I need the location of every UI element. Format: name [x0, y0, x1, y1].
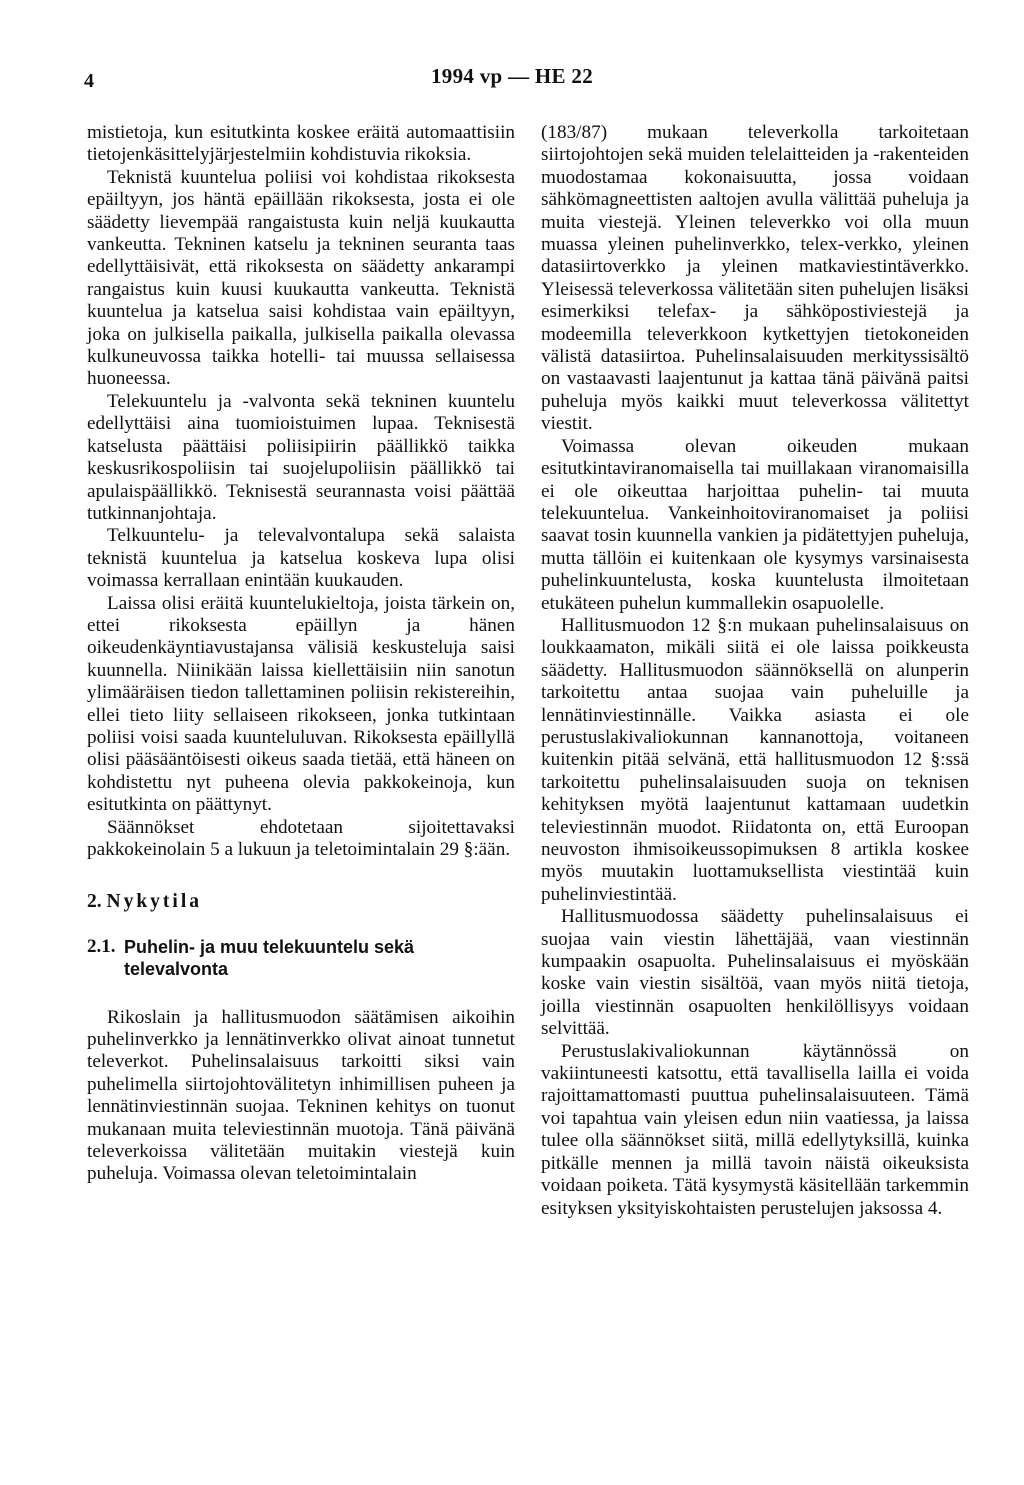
- paragraph: Hallitusmuodossa säädetty puhelinsalaisuus ei suojaa vain viestin lähettäjää, vaan viestinnän kumpaakin osapuolta. Puhelinsalaisuus ei myöskään koske vain viestin sisältöä, vaan myös niitä tietoja, joilla viestinnän osapuolten henkilöllisyys voidaan selvittää.: [541, 906, 969, 1040]
- subsection-title: Puhelin- ja muu telekuuntelu sekä televalvonta: [124, 936, 415, 980]
- paragraph: Telkuuntelu- ja televalvontalupa sekä salaista teknistä kuuntelua ja katselua koskeva lupa olisi voimassa kerrallaan enintään kuukauden.: [87, 525, 515, 592]
- paragraph: Telekuuntelu ja -valvonta sekä tekninen kuuntelu edellyttäisi aina tuomioistuimen lupaa. Teknisestä katselusta päättäisi poliisipiirin päällikkö taikka keskusrikospoliisin tai suojelupoliisin päällikkö tai apulaispäällikkö. Teknisestä seurannasta voisi päättää tutkinnanjohtaja.: [87, 390, 515, 524]
- paragraph: (183/87) mukaan televerkolla tarkoitetaan siirtojohtojen sekä muiden telelaitteiden ja -rakenteiden muodostamaa kokonaisuutta, jossa voidaan sähkömagneettisten aaltojen avulla välittää puheluja ja muita viestejä. Yleinen televerkko voi olla muun muassa yleinen puhelinverkko, telex-verkko, yleinen datasiirtoverkko ja yleinen matkaviestintäverkko. Yleisessä televerkossa välitetään siten puhelujen lisäksi esimerkiksi telefax- ja sähköpostiviestejä ja modeemilla televerkkoon kytkettyjen tietokoneiden välistä datasiirtoa. Puhelinsalaisuuden merkityssisältö on vastaavasti laajentunut ja kattaa tänä päivänä paitsi puheluja myös kaikki muut televerkossa välitettyt viestit.: [541, 122, 969, 435]
- paragraph: mistietoja, kun esitutkinta koskee eräitä automaattisiin tietojenkäsittelyjärjestelmiin kohdistuvia rikoksia.: [87, 122, 515, 166]
- paragraph: Perustuslakivaliokunnan käytännössä on vakiintuneesti katsottu, että tavallisella lailla ei voida rajoittamattomasti puuttua puhelinsalaisuuteen. Tämä voi tapahtua vain yleisen edun niin vaatiessa, ja laissa tulee olla säännökset siitä, millä edellytyksillä, kuinka pitkälle mennen ja millä tavoin näistä oikeuksista voidaan poiketa. Tätä kysymystä käsitellään tarkemmin esityksen yksityiskohtaisten perustelujen jaksossa 4.: [541, 1040, 969, 1219]
- subsection-number: 2.1.: [87, 935, 116, 957]
- page-number: 4: [84, 70, 94, 92]
- left-column: [87, 122, 515, 1186]
- paragraph: Laissa olisi eräitä kuuntelukieltoja, joista tärkein on, ettei rikoksesta epäillyn ja hänen oikeudenkäyntiavustajansa välisiä keskusteluja saisi kuunnella. Niinikään laissa kiellettäisiin niin sanotun ylimääräisen tiedon tallettaminen poliisin rekistereihin, ellei tieto liity sellaiseen rikokseen, jonka tutkintaan poliisi voisi saada kuunteluluvan. Rikoksesta epäillyllä olisi pääsääntöisesti oikeus saada tietää, että häneen on kohdistettu nyt puheena olevia pakkokeinoja, kun esitutkinta on päättynyt.: [87, 592, 515, 816]
- right-column: [541, 122, 969, 1220]
- paragraph: Voimassa olevan oikeuden mukaan esitutkintaviranomaisella tai muillakaan viranomaisilla ei ole oikeuttaa harjoittaa puhelin- tai muuta telekuuntelua. Vankeinhoitoviranomaiset ja poliisi saavat tosin kuunnella vankien ja pidätettyjen puheluja, mutta tällöin ei kuitenkaan ole kysymys varsinaisesta puhelinkuuntelusta, koska kuuntelusta ilmoitetaan etukäteen puhelun kummallekin osapuolelle.: [541, 435, 969, 614]
- paragraph: Hallitusmuodon 12 §:n mukaan puhelinsalaisuus on loukkaamaton, mikäli siitä ei ole laissa poikkeusta säädetty. Hallitusmuodon säännöksellä on alunperin tarkoitettu antaa suojaa vain puheluille ja lennätinviestinnälle. Vaikka asiasta ei ole perustuslakivaliokunnan kannanottoja, voitaneen kuitenkin pitää selvänä, että hallitusmuodon 12 §:ssä tarkoitettu puhelinsalaisuuden suoja on teknisen kehityksen myötä laajentunut kattamaan uudetkin televiestinnän muodot. Riidatonta on, että Euroopan neuvoston ihmisoikeussopimuksen 8 artikla koskee myös muutakin luottamuksellista viestintää kuin puhelinviestintää.: [541, 614, 969, 905]
- paragraph: Teknistä kuuntelua poliisi voi kohdistaa rikoksesta epäiltyyn, jos häntä epäillään rikoksesta, josta ei ole säädetty lievempää rangaistusta kuin neljä kuukautta vankeutta. Tekninen katselu ja tekninen seuranta taas edellyttäisivät, että rikoksesta on säädetty ankarampi rangaistus kuin kuusi kuukautta vankeutta. Teknistä kuuntelua ja katselua saisi kohdistaa vain epäiltyyn, joka on julkisella paikalla, julkisella paikalla olevassa kulkuneuvossa taikka hotelli- tai muussa sellaisessa huoneessa.: [87, 166, 515, 390]
- running-head: 1994 vp — HE 22: [430, 64, 594, 88]
- section-title: Nykytila: [106, 891, 203, 913]
- subsection-heading: [87, 936, 515, 981]
- section-number: 2.: [87, 891, 102, 913]
- section-heading: [87, 891, 515, 913]
- paragraph: Rikoslain ja hallitusmuodon säätämisen aikoihin puhelinverkko ja lennätinverkko olivat ainoat tunnetut televerkot. Puhelinsalaisuus tarkoitti siksi vain puhelimella siirtojohtovälitetyn inhimillisen puheen ja lennätinviestinnän suojaa. Tekninen kehitys on tuonut mukanaan muita televiestinnän muotoja. Tänä päivänä televerkoissa välitetään muitakin viestejä kuin puheluja. Voimassa olevan teletoimintalain: [87, 1006, 515, 1185]
- paragraph: Säännökset ehdotetaan sijoitettavaksi pakkokeinolain 5 a lukuun ja teletoimintalain 29 §:ään.: [87, 816, 515, 860]
